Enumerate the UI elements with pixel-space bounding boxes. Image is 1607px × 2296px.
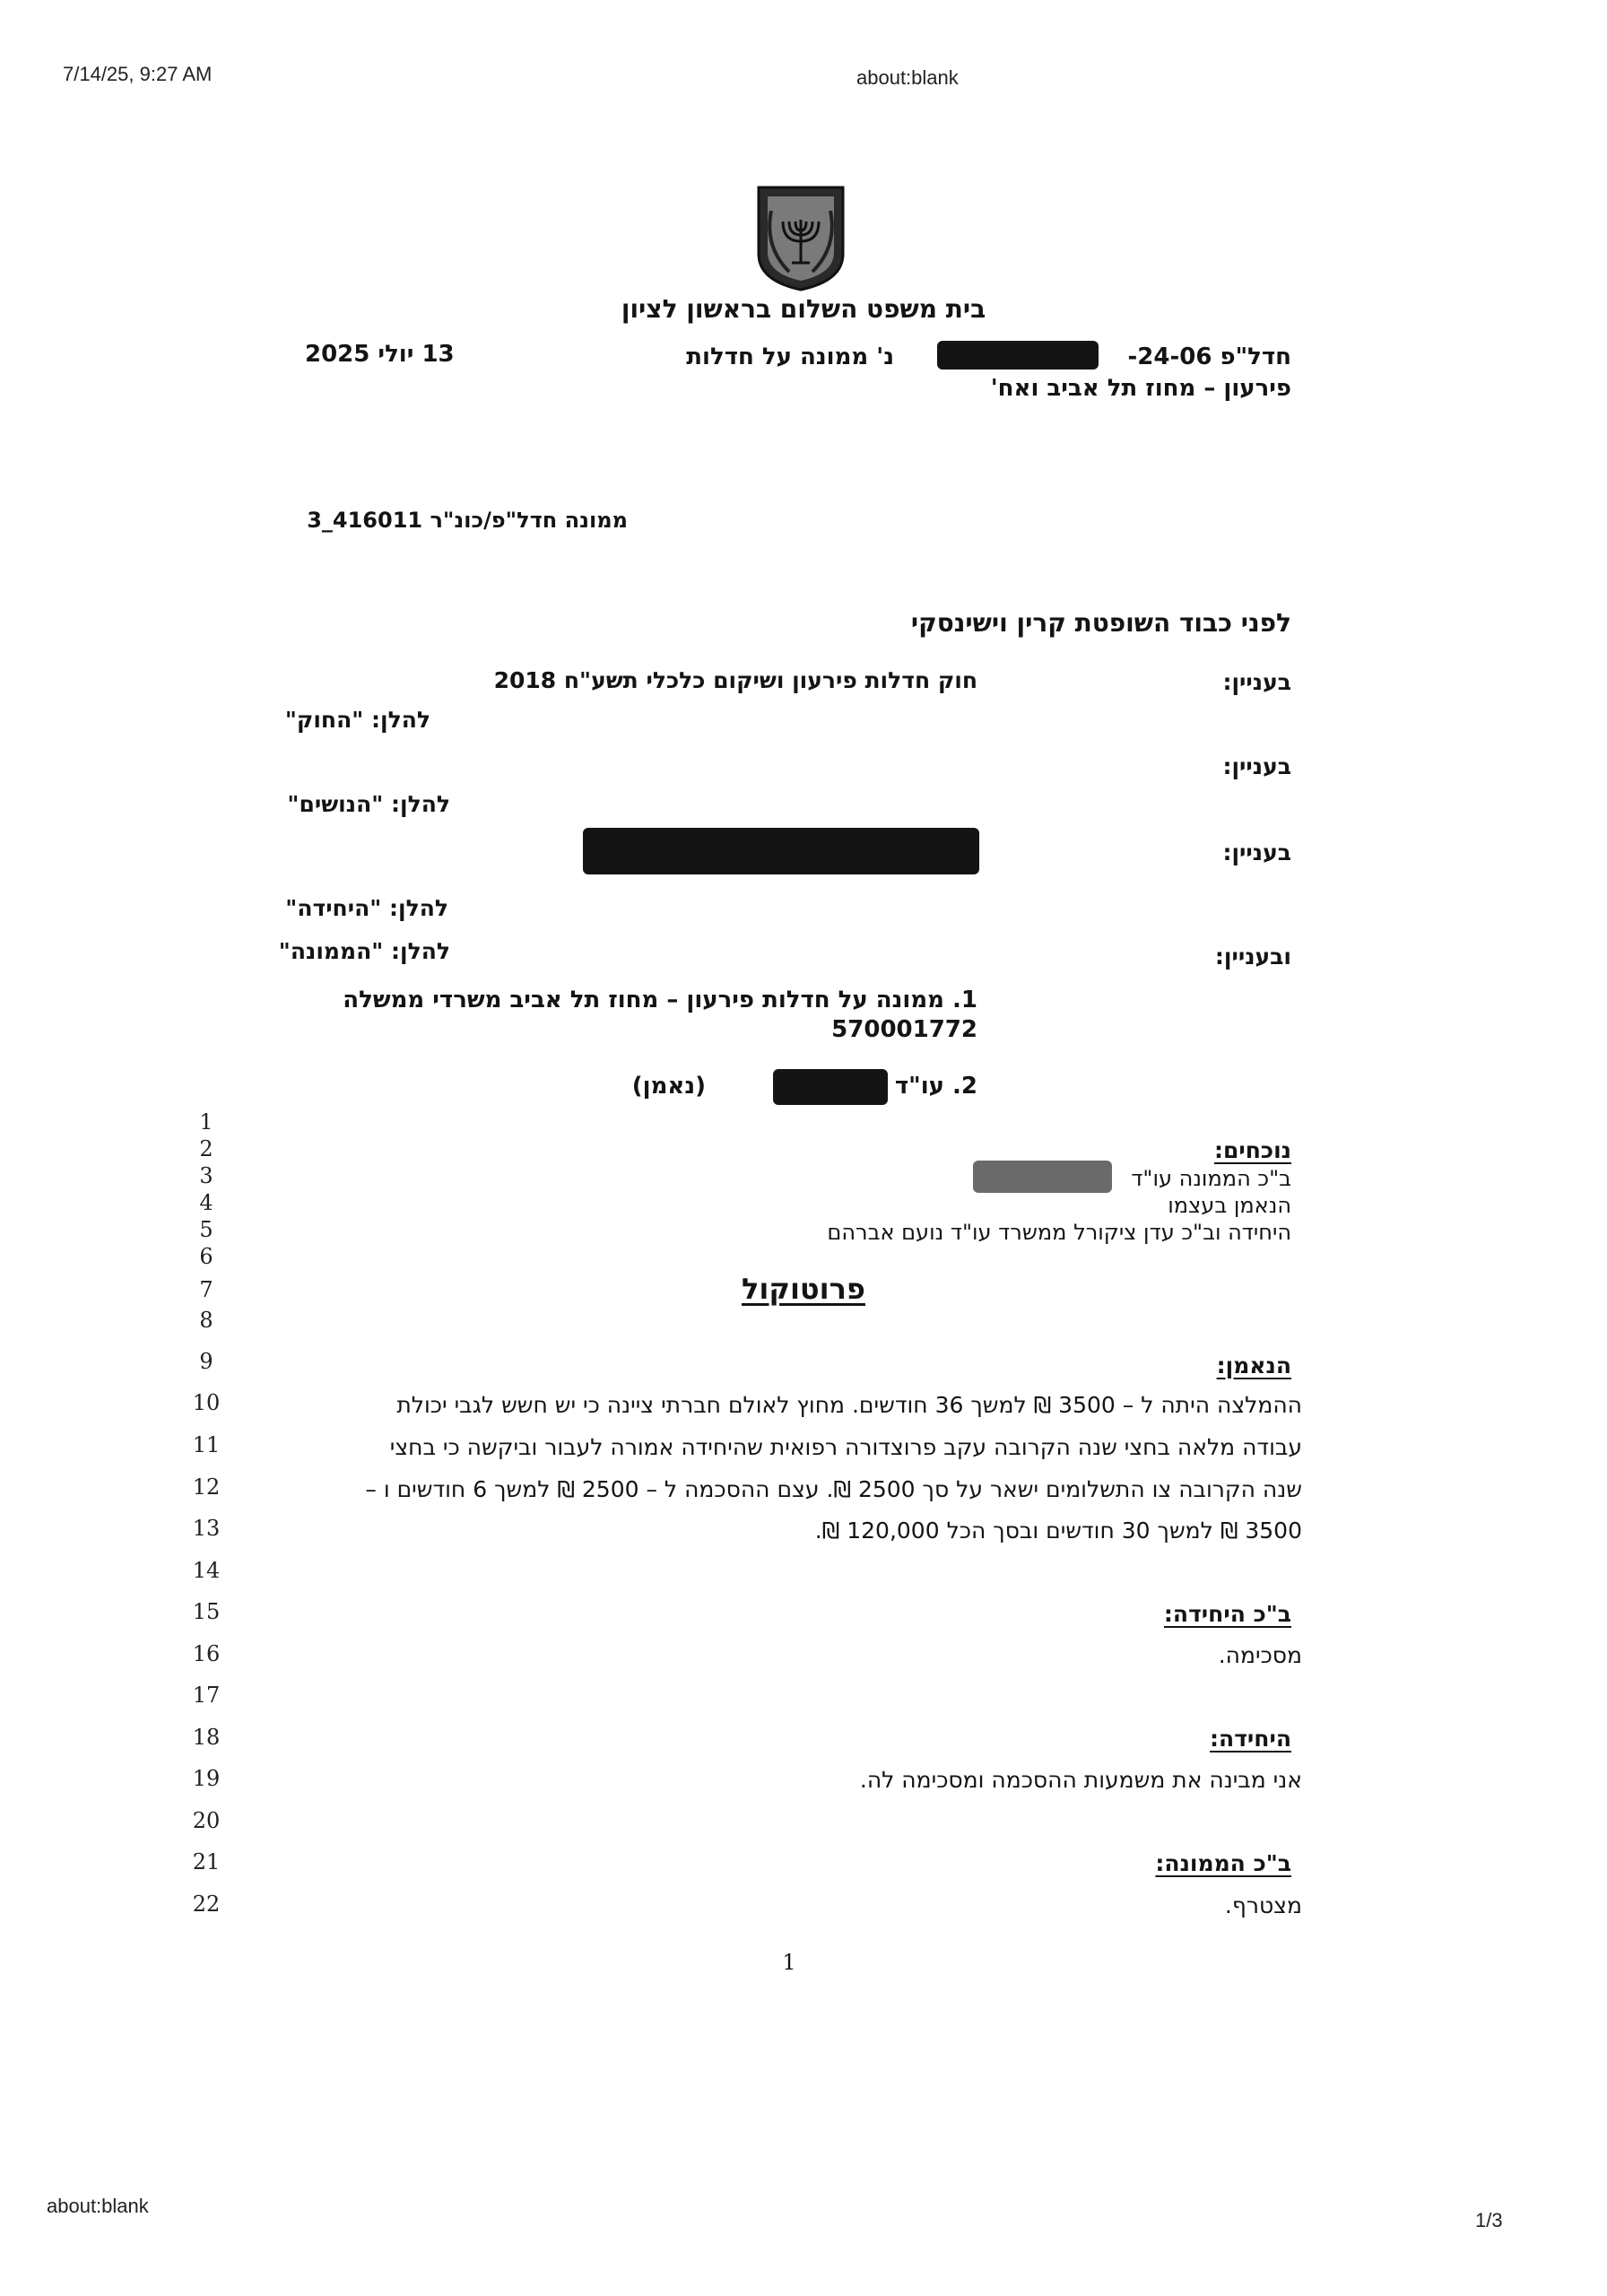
redaction-trustee-name [773,1069,888,1105]
line-number: 4 [199,1190,213,1215]
line-number: 1 [199,1109,213,1135]
respondent-2-suffix: (נאמן) [631,1073,706,1100]
statement-line: מסכימה. [1218,1642,1302,1668]
statement-line: אני מבינה את משמעות ההסכמה ומסכימה לה. [859,1767,1302,1793]
line-number: 14 [192,1558,221,1583]
line-number: 20 [192,1808,221,1833]
respondent-2-prefix: 2. עו"ד [894,1073,977,1100]
print-title: about:blank [856,66,959,89]
party-alias: להלן: "הממונה" [278,938,450,964]
line-number: 17 [192,1683,221,1708]
line-number: 13 [192,1516,221,1541]
line-number: 18 [192,1725,221,1750]
statement-line: ההמלצה היתה ל – 3500 ₪ למשך 36 חודשים. מחוץ לאולם חברתי ציינה כי יש חשש לגבי יכולת [396,1392,1302,1418]
present-line-2: הנאמן בעצמו [1168,1193,1291,1218]
speaker-official-counsel: ב"כ הממונה: [1155,1850,1291,1876]
page-number: 1 [782,1950,796,1975]
line-number: 22 [192,1892,221,1917]
line-number: 7 [199,1277,213,1302]
speaker-unit: היחידה: [1210,1726,1291,1752]
party-alias: להלן: "החוק" [284,707,430,733]
party-alias: להלן: "היחידה" [285,895,448,921]
case-party: נ' ממונה על חדלות [686,344,894,370]
line-number: 10 [192,1390,221,1415]
hearing-date: 13 יולי 2025 [305,341,455,368]
statement-line: עבודה מלאה בחצי שנה הקרובה עקב פרוצדורה רפואית שהיחידה אמורה לעבור וביקשה כי בחצי [389,1434,1302,1460]
protocol-title: פרוטוקול [742,1272,865,1306]
line-number: 15 [192,1599,221,1624]
party-alias: להלן: "הנושים" [287,791,450,817]
speaker-unit-counsel: ב"כ היחידה: [1163,1601,1291,1627]
line-number: 11 [192,1432,221,1457]
court-name: בית משפט השלום בראשון לציון [621,294,986,324]
redaction-attorney-name [973,1161,1112,1193]
line-number: 5 [199,1217,213,1242]
party-label: בעניין: [1222,753,1291,779]
respondent-1-line1: 1. ממונה על חדלות פירעון – מחוז תל אביב משרדי ממשלה [343,987,977,1013]
case-number: חדל"פ 24-06- [1127,344,1291,370]
state-emblem-icon [753,184,848,291]
line-number: 19 [192,1766,221,1791]
line-number: 12 [192,1474,221,1500]
statement-line: שנה הקרובה צו התשלומים ישאר על סך 2500 ₪. עצם ההסכמה ל – 2500 ₪ למשך 6 חודשים ו – [365,1476,1302,1502]
party-label: בעניין: [1222,669,1291,695]
line-number: 2 [199,1136,213,1161]
print-footer-url: about:blank [47,2195,149,2217]
line-number: 6 [199,1244,213,1269]
judge-line: לפני כבוד השופטת קרין וישינסקי [910,608,1291,638]
party-label: ובעניין: [1214,944,1291,970]
present-title: נוכחים: [1213,1137,1291,1163]
redaction-case-number [937,341,1099,370]
speaker-trustee: הנאמן: [1216,1352,1291,1378]
present-line-1: ב"כ הממונה עו"ד [1131,1166,1291,1191]
line-number: 3 [199,1163,213,1188]
reference-number: ממונה חדל"פ/כונ"ר 416011_3 [307,508,628,533]
present-line-3: היחידה וב"כ עדן ציקורל ממשרד עו"ד נועם אברהם [827,1220,1291,1245]
line-number: 8 [199,1308,213,1333]
party-text: חוק חדלות פירעון ושיקום כלכלי תשע"ח 2018 [493,667,977,693]
statement-line: 3500 ₪ למשך 30 חודשים ובסך הכל 120,000 ₪. [814,1518,1302,1544]
line-number: 21 [192,1849,221,1874]
line-number: 16 [192,1641,221,1666]
line-number: 9 [199,1349,213,1374]
redaction-party-name [583,828,979,874]
party-label: בעניין: [1222,839,1291,865]
respondent-1-line2: 570001772 [831,1016,977,1043]
print-timestamp: 7/14/25, 9:27 AM [63,63,213,85]
statement-line: מצטרף. [1224,1892,1302,1918]
case-party-line2: פירעון – מחוז תל אביב ואח' [990,375,1291,402]
print-page-count: 1/3 [1475,2209,1503,2231]
